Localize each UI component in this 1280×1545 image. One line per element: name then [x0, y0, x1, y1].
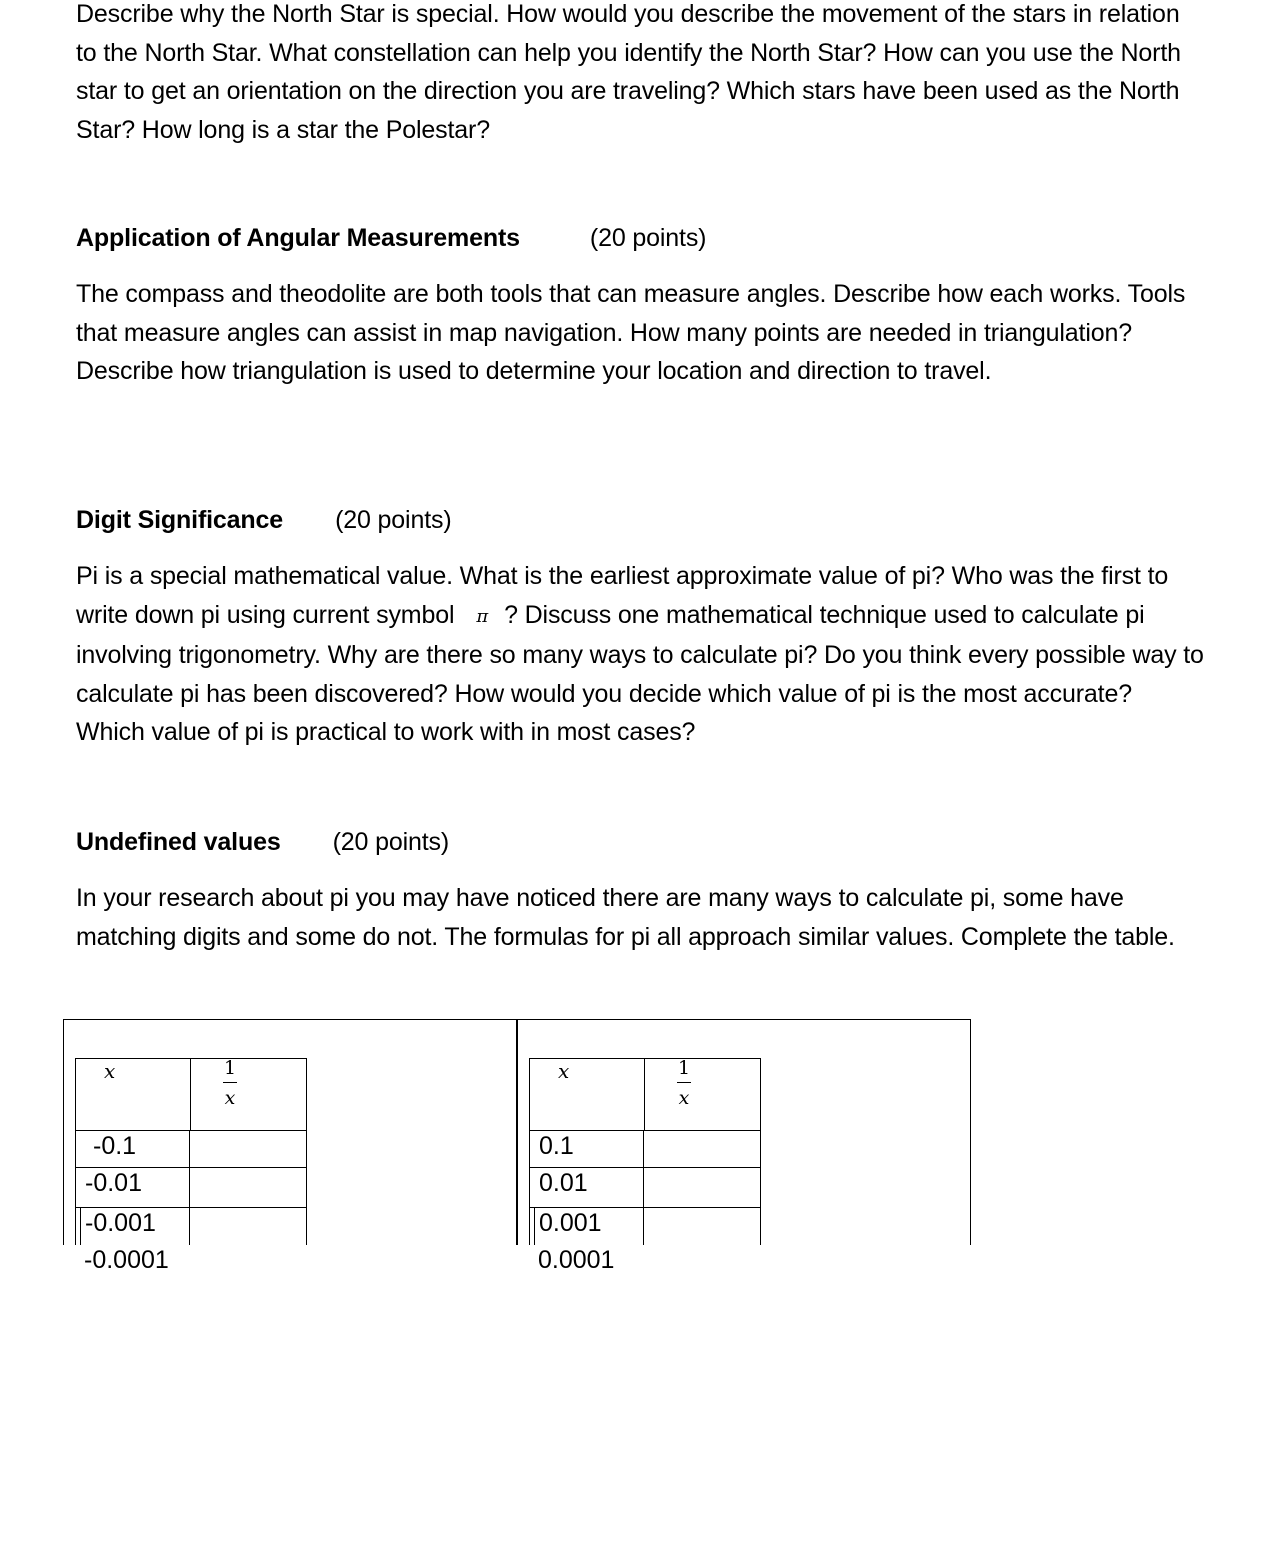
fraction-denominator: x [224, 1087, 236, 1110]
x-value: -0.001 [85, 1209, 156, 1237]
section-points: (20 points) [589, 224, 707, 252]
header-x-cell [530, 1059, 645, 1130]
table-header-row [75, 1058, 307, 1131]
values-table-positive [529, 1058, 761, 1282]
answer-cell[interactable] [644, 1168, 761, 1208]
header-x: x [558, 1059, 570, 1083]
fraction-numerator: 1 [677, 1057, 691, 1079]
fraction-numerator: 1 [223, 1057, 237, 1079]
section-body-digit [76, 557, 1206, 752]
section-heading-digit [76, 505, 452, 535]
table-row [75, 1131, 307, 1168]
section-heading-undefined [76, 827, 449, 857]
x-value-cell [75, 1245, 190, 1282]
x-value: -0.01 [85, 1169, 142, 1197]
table-row [529, 1168, 761, 1208]
answer-cell[interactable] [190, 1208, 307, 1245]
header-inverse-cell [191, 1059, 306, 1130]
x-value-cell [75, 1168, 190, 1208]
table-row [529, 1208, 761, 1245]
x-value: -0.1 [93, 1132, 137, 1160]
fraction-bar [223, 1082, 237, 1083]
x-value-cell [529, 1131, 644, 1168]
x-value-cell [75, 1131, 190, 1168]
header-inverse-fraction [677, 1057, 691, 1109]
table-row [75, 1168, 307, 1208]
fraction-denominator: x [678, 1087, 690, 1110]
header-x: x [104, 1059, 116, 1083]
table-header-row [529, 1058, 761, 1131]
x-value: 0.0001 [538, 1246, 615, 1274]
answer-cell[interactable] [644, 1131, 761, 1168]
table-row [75, 1208, 307, 1245]
answer-cell[interactable] [644, 1208, 761, 1245]
pi-symbol: π [476, 605, 489, 627]
body-text: ? Discuss one mathematical technique used to calculate pi involving trigonometry. Why are there so many ways to calculate pi? Do you think every possible way to calculate pi has been discovered? How would you decide which value of pi is the most accurate? Which value of pi is practical to work with in most cases? [76, 600, 1204, 746]
section-points: (20 points) [335, 506, 452, 534]
x-value-cell [529, 1245, 644, 1282]
section-body-undefined: In your research about pi you may have noticed there are many ways to calculate pi, some have matching digits and some do not. The formulas for pi all approach similar values. Complete the table. [76, 884, 1175, 951]
section-heading-angular [76, 223, 706, 253]
x-value: 0.001 [539, 1209, 602, 1237]
fraction-bar [677, 1082, 691, 1083]
values-table-negative [75, 1058, 307, 1282]
section-title: Digit Significance [76, 506, 284, 534]
section-body-angular: The compass and theodolite are both tools that can measure angles. Describe how each works. Tools that measure angles can assist in map navigation. How many points are needed in triangulation? Describe how triangulation is used to determine your location and direction to travel. [76, 280, 1186, 385]
answer-cell[interactable] [190, 1245, 307, 1282]
answer-cell[interactable] [190, 1131, 307, 1168]
table-row [529, 1131, 761, 1168]
section-points: (20 points) [332, 828, 450, 856]
header-x-cell [76, 1059, 191, 1130]
x-value-cell [529, 1208, 644, 1245]
header-inverse-cell [645, 1059, 760, 1130]
table-row [75, 1245, 307, 1282]
answer-cell[interactable] [190, 1168, 307, 1208]
header-inverse-fraction [223, 1057, 237, 1109]
x-value-cell [75, 1208, 190, 1245]
table-row [529, 1245, 761, 1282]
x-value: -0.0001 [84, 1246, 169, 1274]
body-text: Pi is a special mathematical value. What is the earliest approximate value of pi? Who was the first to write down pi using current symbol [76, 562, 1169, 629]
x-value: 0.01 [539, 1169, 588, 1197]
section-title: Application of Angular Measurements [76, 224, 520, 252]
table-frame-divider [516, 1019, 518, 1245]
answer-cell[interactable] [644, 1245, 761, 1282]
x-value-cell [529, 1168, 644, 1208]
intro-paragraph: Describe why the North Star is special. How would you describe the movement of the stars in relation to the North Star. What constellation can help you identify the North Star? How can you use the North star to get an orientation on the direction you are traveling? Which stars have been used as the North Star? How long is a star the Polestar? [76, 0, 1181, 144]
x-value: 0.1 [539, 1132, 574, 1160]
section-title: Undefined values [76, 828, 281, 856]
